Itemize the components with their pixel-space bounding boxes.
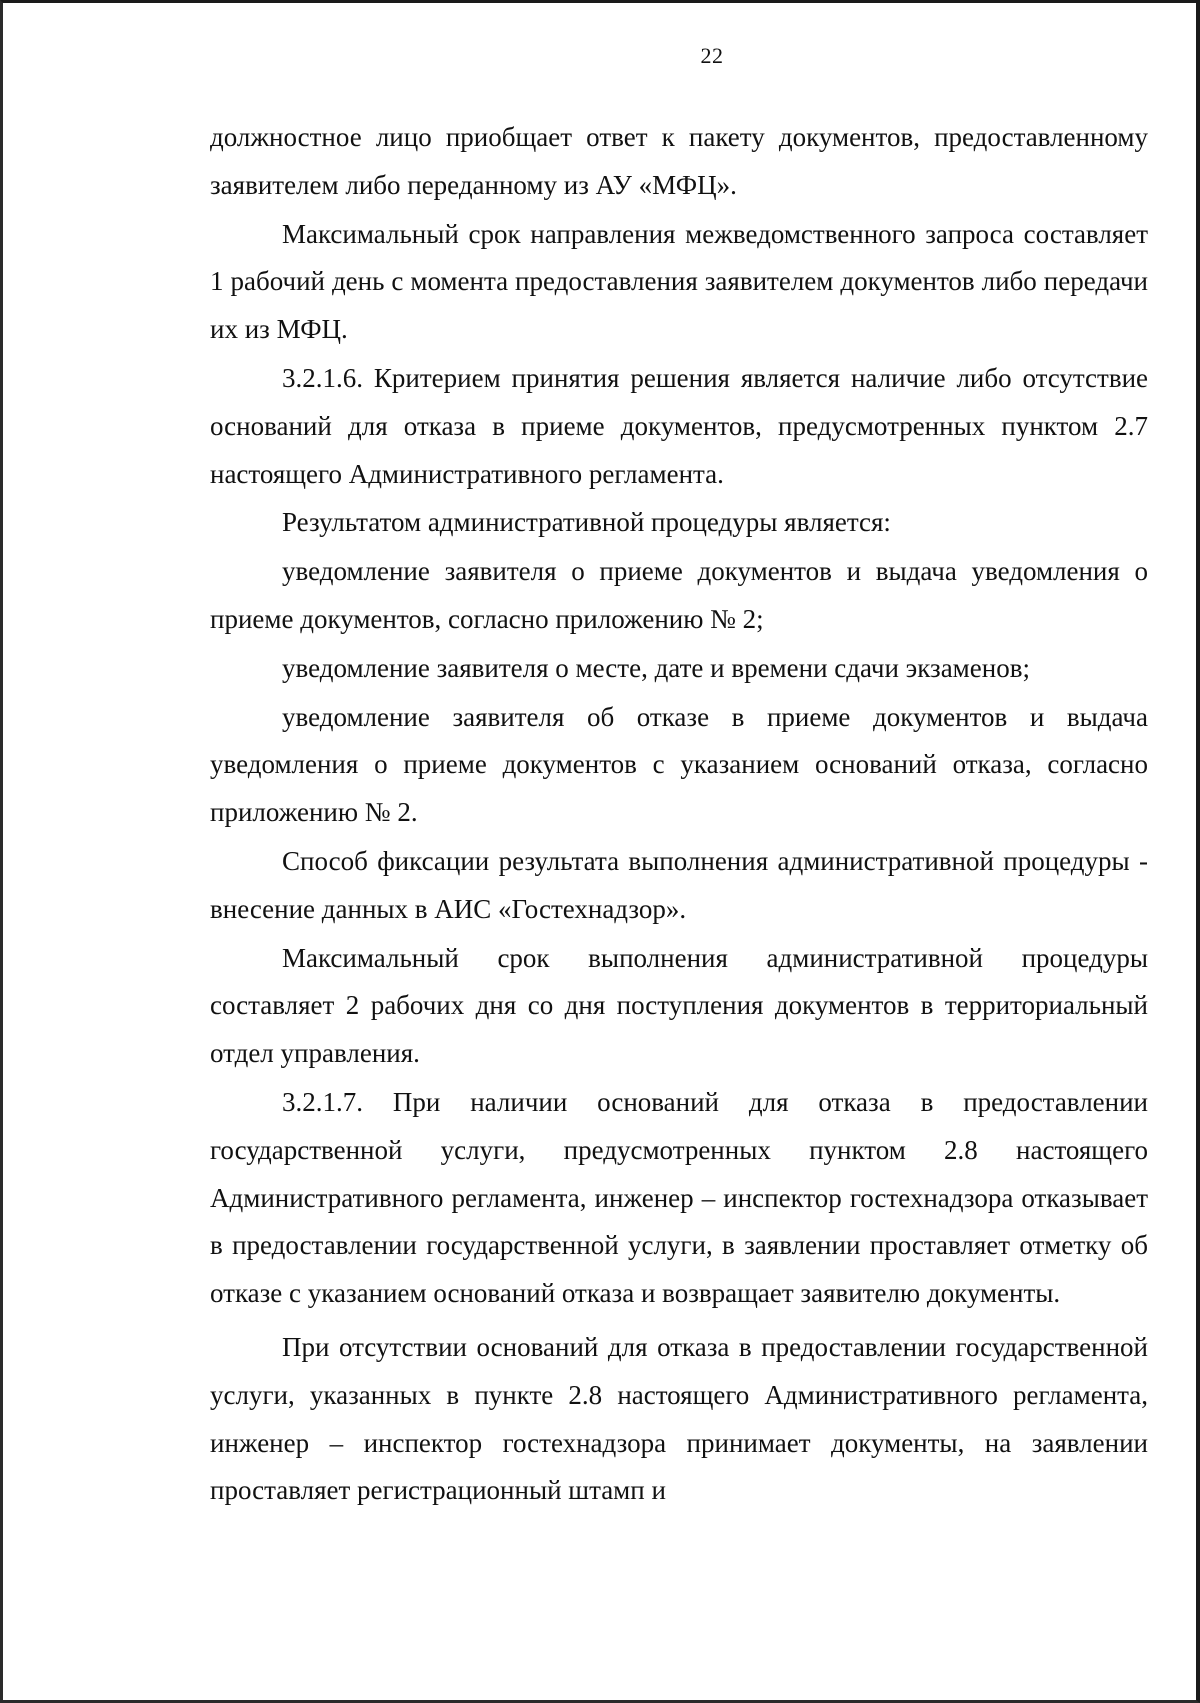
paragraph-result-intro: Результатом административной процедуры является:: [282, 507, 891, 538]
paragraph-result-item-acceptance: уведомление заявителя о приеме документов и выдача уведомления о приеме документов, согласно приложению № 2;: [210, 556, 1148, 634]
document-body: [210, 114, 1148, 1515]
paragraph-no-grounds: При отсутствии оснований для отказа в предоставлении государственной услуги, указанных в пункте 2.8 настоящего Административного регламента, инженер – инспектор гостехнадзора принимает документы, на заявлении проставляет регистрационный штамп и: [210, 1331, 1148, 1506]
paragraph-3-2-1-7: 3.2.1.7. При наличии оснований для отказа в предоставлении государственной услуги, предусмотренных пунктом 2.8 настоящего Административного регламента, инженер – инспектор гостехнадзора отказывает в предоставлении государственной услуги, в заявлении проставляет отметку об отказе с указанием оснований отказа и возвращает заявителю документы.: [210, 1086, 1148, 1309]
paragraph-result-item-refusal: уведомление заявителя об отказе в приеме документов и выдача уведомления о приеме документов с указанием оснований отказа, согласно приложению № 2.: [210, 701, 1148, 828]
paragraph-max-procedure-term: Максимальный срок выполнения административной процедуры составляет 2 рабочих дня со дня поступления документов в территориальный отдел управления.: [210, 942, 1148, 1069]
paragraph-3-2-1-6: 3.2.1.6. Критерием принятия решения является наличие либо отсутствие оснований для отказа в приеме документов, предусмотренных пунктом 2.7 настоящего Административного регламента.: [210, 362, 1148, 489]
paragraph-result-item-exam: уведомление заявителя о месте, дате и времени сдачи экзаменов;: [282, 652, 1030, 683]
paragraph-max-request-term: Максимальный срок направления межведомственного запроса составляет 1 рабочий день с момента предоставления заявителем документов либо передачи их из МФЦ.: [210, 218, 1148, 345]
paragraph-continuation: должностное лицо приобщает ответ к пакету документов, предоставленному заявителем либо переданному из АУ «МФЦ».: [210, 122, 1148, 200]
page-number: 22: [700, 43, 724, 68]
paragraph-fixation-method: Способ фиксации результата выполнения административной процедуры - внесение данных в АИС «Гостехнадзор».: [210, 845, 1148, 924]
